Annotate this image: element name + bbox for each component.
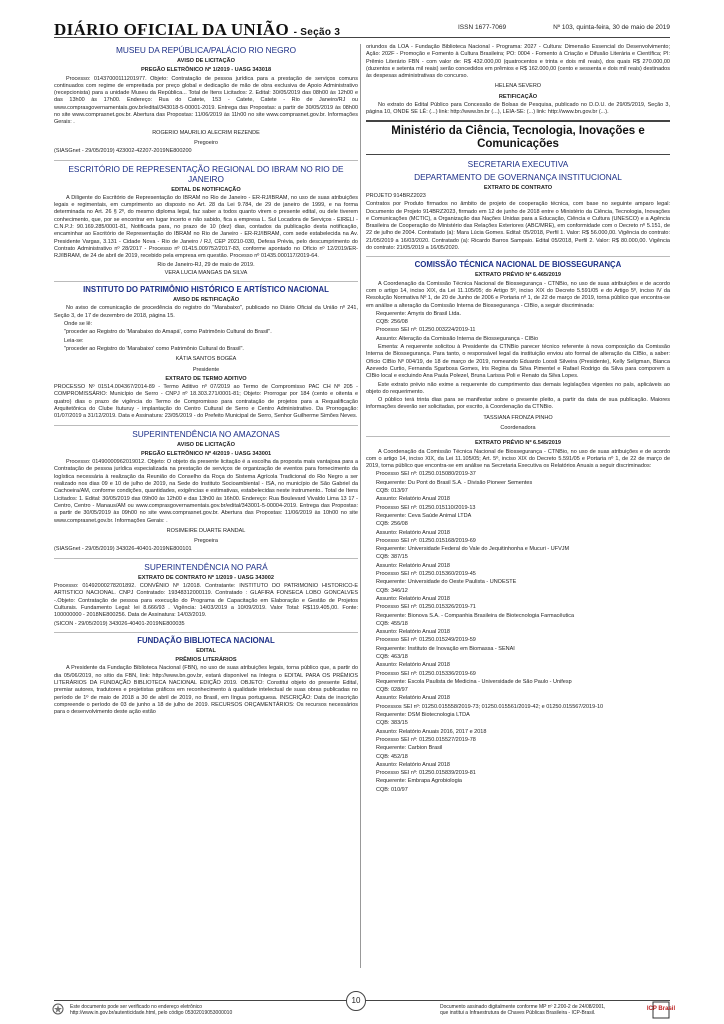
column-divider: [360, 44, 361, 968]
para-extrato: EXTRATO DE CONTRATO Nº 1/2019 - UASG 343002: [138, 574, 274, 581]
iphan-body: No aviso de comunicação de procedência do registro do "Marabaixo", publicado no Diário Oficial da União nº 241, Seção 3, de 17 de dezembro de 2018, página 15.: [54, 305, 358, 319]
list-item: Assunto: Relatório Anual 2018: [376, 529, 450, 536]
fbn-edital: EDITAL: [196, 647, 216, 654]
list-item: Assunto: Relatório Anual 2018: [376, 695, 450, 702]
museu-siasg: (SIASGnet - 29/05/2019) 423002-42207-2019NE800200: [54, 148, 192, 155]
list-item: Requerente: Ceva Saúde Animal LTDA: [376, 512, 472, 519]
iphan-leia: Leia-se:: [64, 337, 84, 344]
museu-signatory: ROGERIO MAURILIO ALECRIM REZENDE: [152, 129, 260, 136]
secretaria-subtitle: DEPARTAMENTO DE GOVERNANÇA INSTITUCIONAL: [414, 171, 622, 182]
museu-body: Processo: 01437000111201977. Objeto: Contratação de pessoa jurídica para a prestação de serviços comuns continuados com regime de empreitada por preço global e dedicação de mão de obra exclusiva de Apoio Administrativo (recepcionista) para a unidade Museu da República... Total de Itens Licitados: 2. Edital: 30/05/2019 das 08h00 às 12h00 e das 13h00 às 17h00. Endereço: Rua do Catete, 153 - Catete, Catete - Rio de Janeiro/RJ ou www.comprasgovernamentais.gov.br/edital/343018-5-00001-2019. Entrega das Propostas: a partir de 30/05/2019 às 08h00 no site www.comprasnet.gov.br. Abertura das Propostas: 11/06/2019 às 11h00 no site www.comprasnet.gov.br. Informações Gerais: .: [54, 75, 358, 126]
escritorio-title: ESCRITÓRIO DE REPRESENTAÇÃO REGIONAL DO IBRAM NO RIO DE JANEIRO: [68, 163, 344, 184]
list-item: Processo SEI nº: 01250.003224/2019-11: [376, 327, 476, 334]
left-column: [54, 44, 358, 968]
ctnbio-ementa: Ementa: A requerente solicitou à Presidente da CTNBio parecer técnico referente à nova composição da Comissão Interna de Biossegurança. Para tanto, o responsável legal da instituição enviou ato formal de alteração da CIBio, a saber: Ofício CIBio Nº 004/19, de 18 de março de 2019, nomeando Eduardo Loosli Silveira (Presidente), Kelly Seligman, Bianca Azevedo Curtio, Fernanda Sgarbosa Gomes, Iris Regina da Silva Pimentel e Rafael Rodrigo da Silva para comporem a CIBio local e excluindo Ana Paula Polezel, Bruna Larissa Poli e Renato da Silva Lopes.: [366, 344, 670, 380]
ministry-title: Ministério da Ciência, Tecnologia, Inovações e Comunicações: [391, 124, 645, 150]
list-item: Assunto: Relatório Anual 2018: [376, 662, 450, 669]
list-item: Processo SEI nº: 01250.015168/2019-69: [376, 537, 476, 544]
ctnbio-extrato-1-items: [366, 311, 670, 343]
issn: ISSN 1677-7069: [458, 24, 507, 31]
issue-number: Nº 103, quinta-feira, 30 de maio de 2019: [553, 24, 670, 31]
list-item: CQB: 346/12: [376, 587, 408, 594]
list-item: Requerente: Universidade Federal do Vale do Jequitinhonha e Mucuri - UFVJM: [376, 546, 570, 553]
list-item: Assunto: Relatório Anuais 2016, 2017 e 2018: [376, 728, 487, 735]
ctnbio-signatory: TASSIANA FRONZA PINHO: [483, 414, 553, 421]
list-item: Processo SEI nº: 01250.015360/2019-45: [376, 571, 476, 578]
list-item: Requerente: Escola Paulista de Medicina - Universidade de São Paulo - Unifesp: [376, 678, 572, 685]
museu-pregao: PREGÃO ELETRÔNICO Nº 1/2019 - UASG 343018: [140, 67, 272, 74]
secretaria-title: SECRETARIA EXECUTIVA: [467, 158, 569, 169]
list-item: Processo SEI nº: 01250.015527/2019-78: [376, 736, 476, 743]
separator: [54, 558, 358, 559]
iphan-extrato: EXTRATO DE TERMO ADITIVO: [165, 375, 247, 382]
list-item: Requerente: Universidade do Oeste Paulista - UNOESTE: [376, 579, 517, 586]
list-item: Requerente: Amyris do Brasil Ltda.: [376, 310, 461, 317]
amazonas-signatory: ROSIMEIRE DUARTE RANDAL: [166, 527, 246, 534]
helena-signatory: HELENA SEVERO: [494, 83, 542, 90]
separator: [54, 632, 358, 633]
list-item: CQB: 452/18: [376, 753, 408, 760]
iphan-title: INSTITUTO DO PATRIMÔNIO HISTÓRICO E ARTÍSTICO NACIONAL: [83, 285, 329, 295]
page-header: [54, 20, 670, 38]
list-item: Assunto: Relatório Anual 2018: [376, 595, 450, 602]
separator: [54, 425, 358, 426]
museu-title: MUSEU DA REPÚBLICA/PALÁCIO RIO NEGRO: [115, 45, 297, 55]
footer-sign-line-2: que institui a Infraestrutura de Chaves Públicas Brasileira - ICP-Brasil.: [440, 1010, 596, 1016]
secretaria-body: Contratos por Produto firmados no âmbito de projeto de cooperação técnica, com base no seguinte amparo legal: Documento de Projeto 914BRZ2023, firmado em 12 de junho de 2018 entre o Ministério da Ciência, Tecnologia, Inovações e Comunicações (MCTIC), a Organização das Nações Unidas para a Educação, Ciência e Cultura (UNESCO) e a Agência Brasileira de Cooperação do Ministério das Relações Exteriores (ABC/MRE), em conformidade com o Decreto nº 5.151, de 22 de julho de 2004. Contratado (a): Mara Lúcia Gomes. Edital: 05/2018, Perfil 1. Valor: R$ 56.000,00. Vigência do contrato: 21/05/2019 a 16/03/2020. Contratado (a): Ricardo Barros Sampaio. Edital 05/2018, Perfil 2. Valor: R$ 80.000,00. Vigência do contrato: 21/05/2019 a 16/05/2020.: [366, 201, 670, 252]
escritorio-edital: EDITAL DE NOTIFICAÇÃO: [171, 186, 241, 193]
list-item: Processo SEI nº: 01250.015839/2019-81: [376, 770, 476, 777]
list-item: Requerente: Du Pont do Brasil S.A. - Divisão Pioneer Sementes: [376, 479, 533, 486]
ctnbio-extrato-1: EXTRATO PRÉVIO Nº 6.465/2019: [474, 272, 562, 279]
ctnbio-extrato-2-items: [366, 471, 670, 794]
retificacao-heading: RETIFICAÇÃO: [498, 93, 538, 100]
journal-name: DIÁRIO OFICIAL DA UNIÃO: [54, 20, 290, 39]
journal-title: [54, 20, 340, 40]
iphan-extrato-body: PROCESSO Nº 01514.004367/2014-89 - Termo Aditivo nº 07/2019 ao Termo de Compromisso PAC CH Nº 205 - COMPROMISSÁRIO: Município de Serro - CNPJ nº 18.303.271/0001-81; Objeto: Prorrogar por 184 (cento e oitenta e quatro) dias o prazo de vigência do Termo de Compromisso para contratação de projetos para a Requalificação Arquitetônica do Clube Ituturuy - implantação do Centro Cultural de Serro e Centro Administrativo. Da Prorrogação: 01/07/2019 a 31/12/2019. Data e Assinatura: 23/05/2019 - do Prefeito Municipal de Serro, Senhor Guilherme Simões Neves.: [54, 384, 358, 420]
list-item: Assunto: Relatório Anual 2018: [376, 562, 450, 569]
fbn-title: FUNDAÇÃO BIBLIOTECA NACIONAL: [137, 635, 275, 645]
amazonas-aviso: AVISO DE LICITAÇÃO: [177, 441, 235, 448]
ctnbio-note-2: O público terá trinta dias para se manifestar sobre o presente pleito, a partir da data de sua publicação. Maiores informações deverão ser solicitadas, por escrito, à Coordenação da CTNBio.: [366, 397, 670, 411]
amazonas-title: SUPERINTENDÊNCIA NO AMAZONAS: [132, 428, 280, 439]
list-item: CQB: 256/08: [376, 521, 408, 528]
separator: [366, 436, 670, 437]
icp-brasil-logo-icon: [646, 1001, 676, 1019]
museu-aviso: AVISO DE LICITAÇÃO: [177, 58, 235, 64]
list-item: Processo SEI nº: 01250.015110/2019-13: [376, 504, 476, 511]
list-item: CQB: 010/97: [376, 786, 408, 793]
iphan-signatory: KÁTIA SANTOS BOGÉA: [175, 356, 237, 363]
fbn-continued: oriundos da LOA - Fundação Biblioteca Nacional - Programa: 2027 - Cultura: Dimensão Essencial do Desenvolvimento; Ação: 202F - Promoção e Fomento à Cultura Brasileira; PO: 0004 - Fomento à Criação e Difusão Literária e Científica; PI: Prêmio Literário FBN - com valor de: R$ 432.000,00 (quatrocentos e trinta e dois mil reais), dos quais R$ 270.000,00 (duzentos e setenta mil reais) serão concedidos em prêmios e R$ 162.000,00 (cento e sessenta e dois mil reais) destinados às despesas administrativas do concurso.: [366, 44, 670, 80]
list-item: CQB: 383/15: [376, 720, 408, 727]
icp-logo-text: ICP Brasil: [646, 1006, 676, 1012]
ctnbio-title: COMISSÃO TÉCNICA NACIONAL DE BIOSSEGURANÇA: [414, 260, 622, 270]
list-item: CQB: 463/18: [376, 654, 408, 660]
list-item: CQB: 455/18: [376, 620, 408, 627]
separator: [54, 281, 358, 282]
footer-verify-text: Este documento pode ser verificado no endereço eletrônico: [70, 1004, 203, 1010]
list-item: Requerente: DSM Biotecnologia LTDA: [376, 712, 470, 719]
footer-verify-link[interactable]: http://www.in.gov.br/autenticidade.html, pelo código 05302019053000010: [70, 1010, 233, 1016]
para-sicon: (SICON - 29/05/2019) 343026-40401-2019NE800035: [54, 620, 185, 627]
list-item: CQB: 387/15: [376, 554, 408, 561]
list-item: Assunto: Relatório Anual 2018: [376, 761, 450, 768]
amazonas-siasg: (SIASGnet - 29/05/2019) 343026-40401-2019NE800101: [54, 546, 192, 553]
list-item: CQB: 028/97: [376, 687, 408, 694]
list-item: Processo SEI nº: 01250.015326/2019-71: [376, 604, 476, 611]
separator: [54, 160, 358, 161]
escritorio-body: A Diligente do Escritório de Representação do IBRAM no Rio de Janeiro - ER-RJ/IBRAM, no uso de suas atribuições legais e regimentais, em cumprimento ao disposto no Art. 28 da Lei 9.784, de 29 de janeiro de 1999, e na forma determinada no Art. 26 § 2º, do mesmo diploma legal, faz saber a todos quanto virem o presente edital, ou dele tiverem conhecimento, que, por se encontrar em lugar incerto e não sabido, fica a empresa L. Sul Locadora de Serviços - EIRELI - C.N.P.J: 90.169.285/0001-81, Notificada para, no prazo de 10 (dez) dias, contados da publicação desta notificação, encaminhar ao Escritório de Representação do IBRAM no Rio de Janeiro - ER-RJ/IBRAM, com sede estabelecida na Av. Presidente Vargas, 3.131 - Cidade Nova - Rio de Janeiro / RJ, CEP 20210-030, Defesa Prévia, pelo descumprimento do Contrato Administrativo nº 28/2017 - Processo nº 01415.009752/2017-83, conforme apontado no Ofício nº 12/2019/ER-RJ/IBRAM, de 24 de abril de 2019, recebido pela empresa em questão. Processo nº 01435.000117/2019-64.: [54, 194, 358, 260]
section-label: - Seção 3: [293, 27, 341, 38]
list-item: Processo SEI nº: 01250.015336/2019-69: [376, 670, 476, 677]
footer-verification: [70, 1004, 310, 1016]
secretaria-projeto: PROJETO 914BRZ2023: [366, 192, 426, 199]
iphan-aviso: AVISO DE RETIFICAÇÃO: [172, 297, 240, 304]
list-item: Processo SEI nº: 01250.015249/2019-59: [376, 637, 476, 644]
fbn-premios: PRÊMIOS LITERÁRIOS: [175, 657, 237, 664]
secretaria-extrato: EXTRATO DE CONTRATO: [483, 184, 553, 191]
list-item: Assunto: Relatório Anual 2018: [376, 496, 450, 503]
list-item: Processo SEI nº: 01250.015080/2019-37: [376, 471, 476, 478]
museu-role: Pregoeiro: [194, 139, 218, 146]
footer-sign-line-1: Documento assinado digitalmente conforme MP nº 2.200-2 de 24/08/2001,: [440, 1004, 606, 1010]
list-item: Requerente: Instituto de Inovação em Biomassa - SENAI: [376, 645, 515, 652]
retificacao-body: No extrato do Edital Público para Concessão de Bolsas de Pesquisa, publicado no D.O.U. de 29/05/2019, Seção 3, página 10, ONDE SE LÊ: (...) link: http://www.bn.br (...), LEIA-SE: (...) link: http://www.bn.gov.br (...).: [366, 102, 670, 116]
page-number: 10: [346, 991, 366, 1011]
ministry-banner: [366, 120, 670, 155]
list-item: Assunto: Alteração da Comissão Interna de Biossegurança - CIBio: [376, 335, 539, 342]
escritorio-signatory: VERA LUCIA MANGAS DA SILVA: [164, 269, 248, 276]
list-item: CQB: 256/08: [376, 319, 408, 326]
list-item: Processos SEI nº: 01250.015558/2019-73; 01250.015561/2019-42; e 01250.015567/2019-10: [376, 703, 604, 710]
iphan-role: Presidente: [192, 366, 220, 373]
footer-signature: [440, 1004, 650, 1016]
coat-of-arms-icon: [52, 1003, 64, 1017]
list-item: Assunto: Relatório Anual 2018: [376, 629, 450, 636]
escritorio-place: Rio de Janeiro-RJ, 29 de maio de 2019.: [157, 261, 255, 268]
ctnbio-role: Coordenadora: [500, 424, 536, 431]
iphan-leia-text: "proceder ao Registro do 'Marabaixo' como Patrimônio Cultural do Brasil".: [64, 345, 244, 352]
right-column: [366, 44, 670, 968]
amazonas-body: Processo: 01490000962019012. Objeto: O objeto da presente licitação é a escolha da proposta mais vantajosa para a Contratação de pessoa jurídica especializada na prestação de serviços de organização de eventos para fornecimento da logística necessária à realização da Reunião do Conselho da Roça do Sistema Agrícola Tradicional do Rio Negro a ser realizado nos dias 09 e 10 de julho de 2019, na Sede do Instituto Socioambiental - ISA, no município de São Gabriel da Cachoeira/AM, conforme condições, quantidades, exigências e estimativas, estabelecidas neste instrumento.. Total de Itens Licitados: 1. Edital: 30/05/2019 das 09h00 às 12h00 e das 13h00 às 16h00. Endereço: Rua Boulevard Vivaldo Lima 13 17 - Centro, Centro - Manaus/AM ou www.comprasgovernamentais.gov.br/edital/343001-5-00004-2019. Entrega das Propostas: a partir de 30/05/2019 às 09h00 no site www.comprasnet.gov.br. Abertura das Propostas: 11/06/2019 às 10h00 no site www.comprasnet.gov.br. Informações Gerais: .: [54, 459, 358, 524]
amazonas-pregao: PREGÃO ELETRÔNICO Nº 4/2019 - UASG 343001: [140, 450, 272, 457]
ctnbio-extrato-2-body: A Coordenação da Comissão Técnica Nacional de Biossegurança - CTNBio, no uso de suas atribuições e de acordo com o artigo 14, inciso XIX, da Lei 11.105/05; Art. 5º, inciso XIX do Decreto 5.591/05 e Portaria nº 1, de 22 de março de 2019, torna público que encontra-se em análise na Secretaria Executiva os Relatórios Anuais a seguir discriminados:: [366, 448, 670, 470]
ctnbio-note: Este extrato prévio não exime a requerente do cumprimento das demais legislações vigentes no país, aplicáveis ao objeto do requerimento.: [366, 381, 670, 395]
list-item: Requerente: Carbion Brasil: [376, 745, 443, 752]
iphan-onde-text: "proceder ao Registro do 'Marabaixo do Amapá', como Patrimônio Cultural do Brasil".: [64, 329, 272, 336]
list-item: Requerente: Embrapa Agrobiologia: [376, 778, 462, 785]
ctnbio-extrato-1-body: A Coordenação da Comissão Técnica Nacional de Biossegurança - CTNBio, no uso de suas atribuições e de acordo com o artigo 14, inciso XIX, da Lei 11.105/05; do Artigo 5º, inciso XIX do Decreto 5.591/05 e do Artigo 5º, inciso IV da Resolução Normativa Nº 1, de 20 de Junho de 2006 e Portaria nº 1, de 22 de março de 2019, torna público que encontra-se em análise a alteração da Comissão Interna de Biossegurança - CIBio, a seguir discriminada:: [366, 280, 670, 309]
list-item: Requerente: Bionova S.A. - Companhia Brasileira de Biotecnologia Farmacêutica: [376, 612, 575, 619]
ctnbio-extrato-2: EXTRATO PRÉVIO Nº 6.545/2019: [474, 440, 562, 447]
fbn-body: A Presidente da Fundação Biblioteca Nacional (FBN), no uso de suas atribuições legais, torna público que, a partir do dia 05/06/2019, no sítio da FBN, link: http://www.bn.gov.br, estará disponível na íntegra o EDITAL PARA OS PRÊMIOS LITERÁRIOS DA FUNDAÇÃO BIBLIOTECA NACIONAL EDIÇÃO 2019. OBJETO: Constitui objeto do presente Edital, premiar autores, tradutores e projetistas gráficos em reconhecimento à qualidade intelectual de suas obras publicadas no período de 1º de maio de 2018 a 30 de abril de 2019, no Brasil, em língua portuguesa. INSCRIÇÃO: Data de inscrição compreende o período de 03 de junho a 18 de julho de 2019. RECURSOS ORÇAMENTÁRIOS: Os recursos necessários para o desenvolvimento deste ação estão: [54, 665, 358, 716]
list-item: CQB: 013/97: [376, 488, 408, 495]
separator: [366, 256, 670, 257]
page-footer: [54, 996, 676, 1020]
amazonas-role: Pregoeira: [194, 538, 218, 545]
para-body: Processo: 01492000278201892. CONVÊNIO Nº 1/2018. Contratante: INSTITUTO DO PATRIMONIO HISTORICO-E ARTISTICO NACIONAL. CNPJ Contratado: 19348312000119. Contratado : GLAFIRA FONSECA LOBO GONCALVES -.Objeto: Contratação de pessoa para execução do Programa de Capacitação em Elaboração e Gestão de Projetos Culturais. Fundamento Legal: lei 8.666/93 . Vigência: 14/03/2019 a 10/09/2019. Valor Total: R$119.405,00. Fonte: 100000000 - 2018NE800256. Data de Assinatura: 14/03/2019.: [54, 583, 358, 619]
para-title: SUPERINTENDÊNCIA NO PARÁ: [144, 561, 268, 572]
iphan-onde: Onde se lê:: [64, 321, 93, 328]
